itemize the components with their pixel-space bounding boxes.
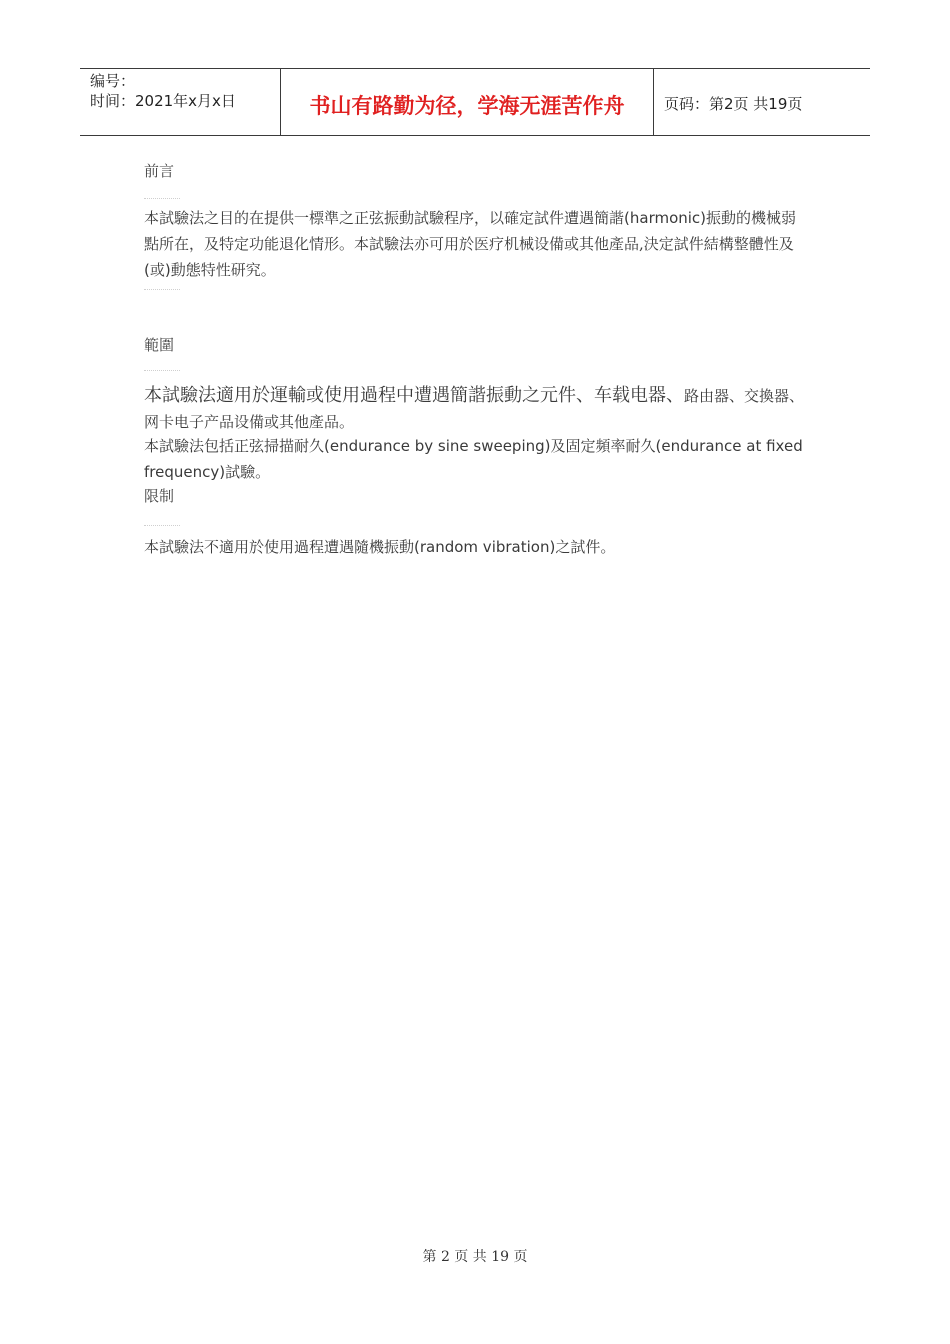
header-table xyxy=(80,68,870,136)
header-meta-cell xyxy=(80,69,281,135)
document-body xyxy=(144,160,809,560)
page-footer xyxy=(0,1246,950,1266)
divider xyxy=(144,198,180,199)
preface-heading: 前言 xyxy=(144,162,175,180)
time-label: 时间：2021年x月x日 xyxy=(90,92,236,110)
footer-page-number: 第 2 页 共 19 页 xyxy=(422,1249,528,1265)
limit-paragraph: 本試驗法不適用於使用過程遭遇隨機振動(random vibration)之試件。 xyxy=(144,538,616,556)
divider xyxy=(144,525,180,526)
header-motto-cell xyxy=(281,69,654,135)
page-info: 页码：第2页 共19页 xyxy=(664,94,803,113)
scope-heading: 範圍 xyxy=(144,336,175,354)
header-page-cell xyxy=(654,69,870,135)
scope-methods-paragraph: 本試驗法包括正弦掃描耐久(endurance by sine sweeping)及固定頻率耐久(endurance at fixed frequency)試驗。 xyxy=(144,437,803,481)
preface-paragraph: 本試驗法之目的在提供一標準之正弦振動試驗程序，以確定試件遭遇簡諧(harmonic)振動的機械弱點所在，及特定功能退化情形。本試驗法亦可用於医疗机械设備或其他產品,決定試件結構整體性及(或)動態特性研究。 xyxy=(144,209,797,279)
motto-text: 书山有路勤为径，学海无涯苦作舟 xyxy=(309,94,625,118)
scope-paragraph: 本試驗法適用於運輸或使用過程中遭遇簡諧振動之元件、车载电器、路由器、交換器、网卡电子产品设備或其他產品。 xyxy=(144,385,805,431)
limit-heading: 限制 xyxy=(144,487,175,505)
number-label: 编号： xyxy=(90,72,136,90)
